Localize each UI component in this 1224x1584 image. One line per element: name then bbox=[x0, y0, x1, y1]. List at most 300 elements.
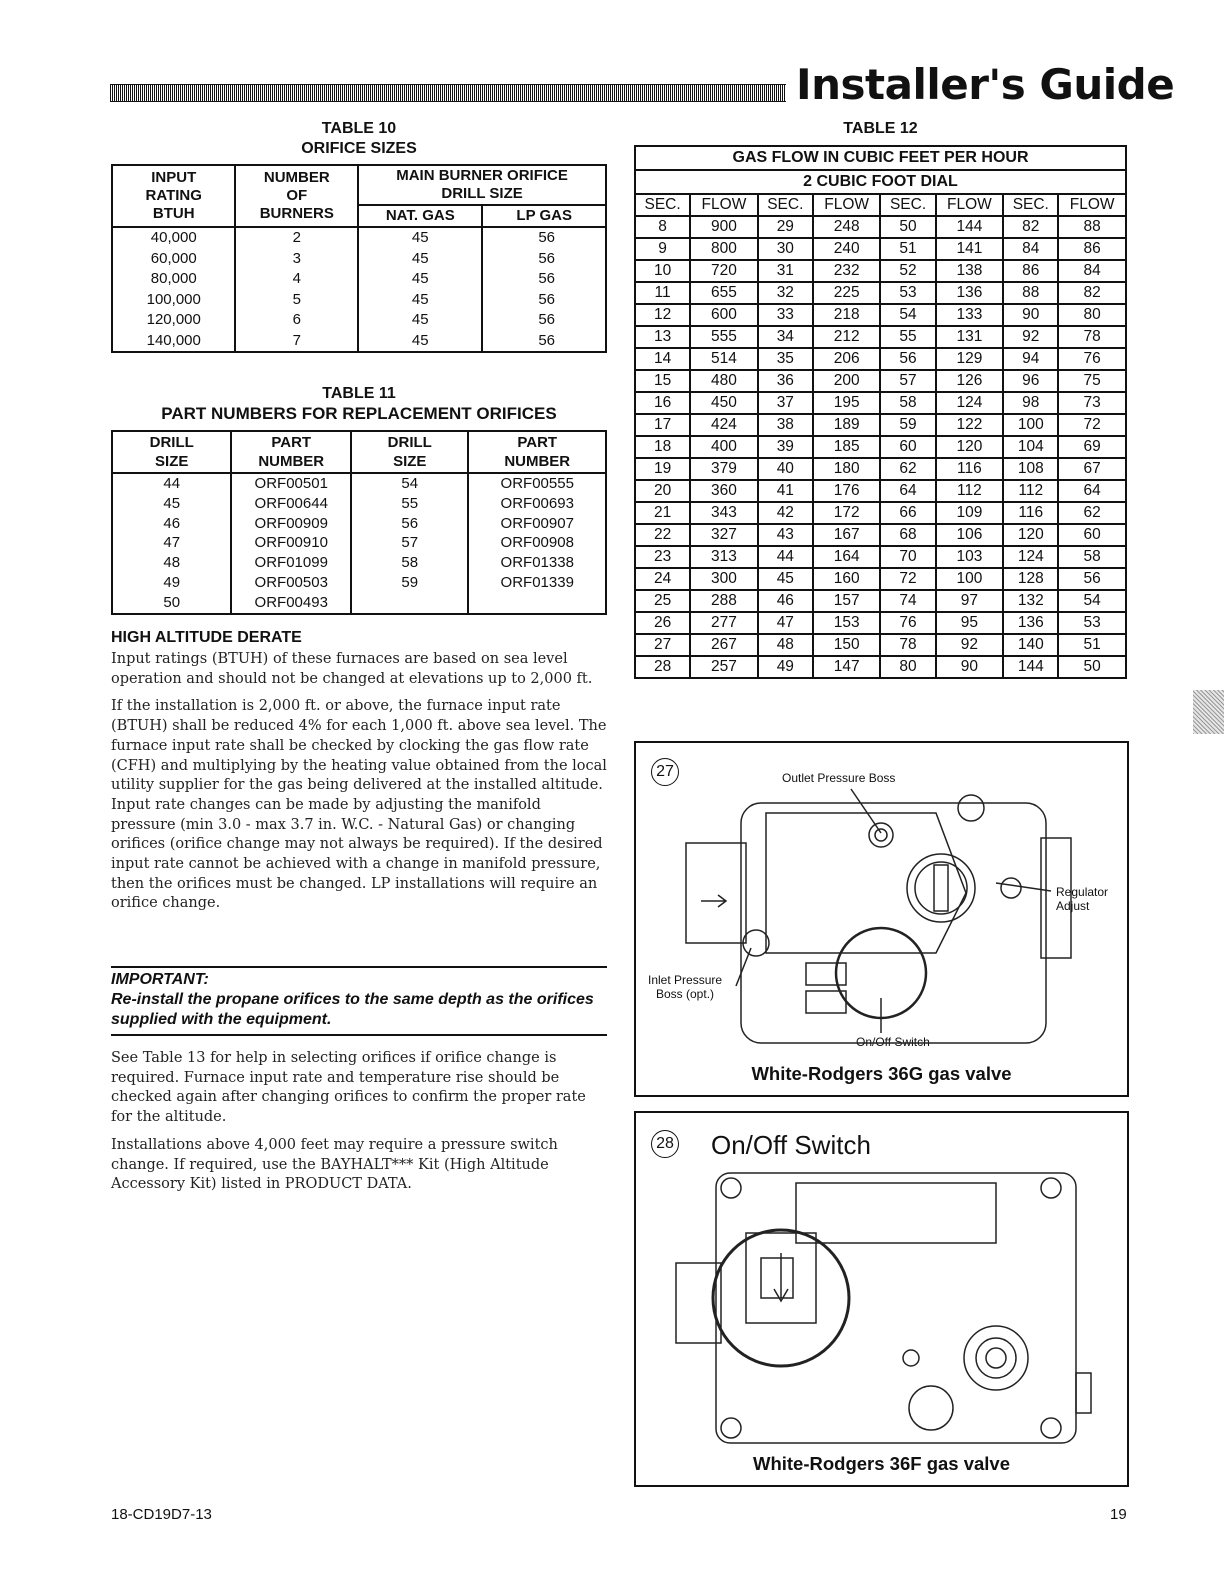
table-row bbox=[635, 612, 1126, 634]
table-cell: 90 bbox=[1003, 304, 1058, 326]
table-cell: 60 bbox=[880, 436, 935, 458]
table-cell: 45 bbox=[358, 249, 482, 270]
table-row bbox=[635, 282, 1126, 304]
table-row bbox=[112, 533, 606, 553]
table-row bbox=[635, 238, 1126, 260]
table-cell: ORF01339 bbox=[468, 573, 606, 593]
table-cell: 57 bbox=[351, 533, 468, 553]
table-cell: 360 bbox=[690, 480, 758, 502]
table-cell: 90 bbox=[936, 656, 1004, 678]
table-cell: 92 bbox=[1003, 326, 1058, 348]
table-cell: 44 bbox=[112, 473, 231, 494]
table-cell: 3 bbox=[235, 249, 358, 270]
table-cell: 60,000 bbox=[112, 249, 235, 270]
table-row bbox=[112, 227, 606, 249]
high-altitude-heading: HIGH ALTITUDE DERATE bbox=[111, 629, 302, 646]
table-cell: 60 bbox=[1058, 524, 1126, 546]
table-cell: 82 bbox=[1058, 282, 1126, 304]
table-cell: 400 bbox=[690, 436, 758, 458]
table-cell: 8 bbox=[635, 216, 690, 238]
paragraph: See Table 13 for help in selecting orifices if orifice change is required. Furnace input rate and temperature rise should be checked again after changing orifices to confirm the proper rate for the altitude. bbox=[111, 1050, 586, 1126]
table-cell: 48 bbox=[112, 553, 231, 573]
paragraph: Input ratings (BTUH) of these furnaces are based on sea level operation and should not be changed at elevations up to 2,000 ft. bbox=[111, 651, 593, 687]
table-cell: 144 bbox=[936, 216, 1004, 238]
table-cell: 46 bbox=[112, 514, 231, 534]
th-part-number-1: PART NUMBER bbox=[231, 431, 351, 473]
th-sec: SEC. bbox=[635, 194, 690, 216]
important-text: Re-install the propane orifices to the same depth as the orifices supplied with the equipment. bbox=[111, 991, 594, 1028]
table-cell: 100 bbox=[936, 568, 1004, 590]
table-cell: ORF00555 bbox=[468, 473, 606, 494]
table-cell: 240 bbox=[813, 238, 881, 260]
table-cell: ORF01338 bbox=[468, 553, 606, 573]
table-cell: 27 bbox=[635, 634, 690, 656]
table-cell: 189 bbox=[813, 414, 881, 436]
table-cell: 84 bbox=[1058, 260, 1126, 282]
table-cell: 172 bbox=[813, 502, 881, 524]
table-cell: ORF00907 bbox=[468, 514, 606, 534]
table-cell: 5 bbox=[235, 290, 358, 311]
table-cell: 75 bbox=[1058, 370, 1126, 392]
table-cell: 98 bbox=[1003, 392, 1058, 414]
table-cell: 86 bbox=[1003, 260, 1058, 282]
th-flow: FLOW bbox=[813, 194, 881, 216]
table-cell: 4 bbox=[235, 269, 358, 290]
figure-number-27: 27 bbox=[651, 758, 679, 786]
table-cell: 12 bbox=[635, 304, 690, 326]
table-cell: 36 bbox=[758, 370, 813, 392]
table-cell: 53 bbox=[1058, 612, 1126, 634]
table-cell: 180 bbox=[813, 458, 881, 480]
table-cell: 80 bbox=[880, 656, 935, 678]
table-cell: 19 bbox=[635, 458, 690, 480]
table-cell: 96 bbox=[1003, 370, 1058, 392]
altitude-followup-text bbox=[111, 1049, 607, 1203]
table-cell: 56 bbox=[482, 249, 606, 270]
table-row bbox=[635, 656, 1126, 678]
important-label: IMPORTANT: bbox=[111, 971, 209, 988]
table-cell: 56 bbox=[482, 310, 606, 331]
table10-label: TABLE 10 bbox=[321, 120, 397, 137]
table-cell: 84 bbox=[1003, 238, 1058, 260]
table-cell: 57 bbox=[880, 370, 935, 392]
page-title: Installer's Guide bbox=[796, 60, 1175, 109]
table-cell: 124 bbox=[936, 392, 1004, 414]
table-cell: 92 bbox=[936, 634, 1004, 656]
table-cell: 45 bbox=[358, 331, 482, 353]
table-cell: 555 bbox=[690, 326, 758, 348]
table-cell: 73 bbox=[1058, 392, 1126, 414]
table-cell: 124 bbox=[1003, 546, 1058, 568]
table-cell: 55 bbox=[351, 494, 468, 514]
table-cell: 78 bbox=[1058, 326, 1126, 348]
table-cell: 225 bbox=[813, 282, 881, 304]
table-cell: 288 bbox=[690, 590, 758, 612]
table-cell: 218 bbox=[813, 304, 881, 326]
table-cell: 140,000 bbox=[112, 331, 235, 353]
table-cell: 40 bbox=[758, 458, 813, 480]
table-cell: 62 bbox=[1058, 502, 1126, 524]
table-cell: 424 bbox=[690, 414, 758, 436]
table-cell: 39 bbox=[758, 436, 813, 458]
table-cell: 206 bbox=[813, 348, 881, 370]
table-row bbox=[635, 502, 1126, 524]
table-cell: 195 bbox=[813, 392, 881, 414]
th-part-number-2: PART NUMBER bbox=[468, 431, 606, 473]
table-cell: 26 bbox=[635, 612, 690, 634]
table-cell: 106 bbox=[936, 524, 1004, 546]
table-row bbox=[112, 331, 606, 353]
table-cell: 327 bbox=[690, 524, 758, 546]
table-row bbox=[112, 310, 606, 331]
table-cell: 13 bbox=[635, 326, 690, 348]
table-row bbox=[112, 573, 606, 593]
table-cell: 58 bbox=[880, 392, 935, 414]
table-cell: 116 bbox=[1003, 502, 1058, 524]
table-cell: 185 bbox=[813, 436, 881, 458]
table-cell: 25 bbox=[635, 590, 690, 612]
table-cell: 108 bbox=[1003, 458, 1058, 480]
gas-flow-table bbox=[634, 145, 1127, 679]
table-cell: 18 bbox=[635, 436, 690, 458]
on-off-switch-label: On/Off Switch bbox=[856, 1035, 930, 1049]
figure-27 bbox=[634, 741, 1129, 1097]
table-cell: 313 bbox=[690, 546, 758, 568]
table-cell: 70 bbox=[880, 546, 935, 568]
table-cell: 45 bbox=[758, 568, 813, 590]
table-cell: 9 bbox=[635, 238, 690, 260]
table-cell: 128 bbox=[1003, 568, 1058, 590]
figure-number-28: 28 bbox=[651, 1130, 679, 1158]
table-row bbox=[635, 458, 1126, 480]
table-cell: 76 bbox=[1058, 348, 1126, 370]
table-cell: 62 bbox=[880, 458, 935, 480]
table-cell: 100 bbox=[1003, 414, 1058, 436]
table-cell: 23 bbox=[635, 546, 690, 568]
table-cell: 76 bbox=[880, 612, 935, 634]
table-cell: 655 bbox=[690, 282, 758, 304]
table-cell: 160 bbox=[813, 568, 881, 590]
table-cell: 74 bbox=[880, 590, 935, 612]
table-cell: 59 bbox=[351, 573, 468, 593]
table-cell: 133 bbox=[936, 304, 1004, 326]
table-cell: 54 bbox=[1058, 590, 1126, 612]
table-row bbox=[635, 370, 1126, 392]
table-cell: 15 bbox=[635, 370, 690, 392]
table-row bbox=[635, 634, 1126, 656]
table-cell: 147 bbox=[813, 656, 881, 678]
table-cell: 51 bbox=[880, 238, 935, 260]
paragraph: If the installation is 2,000 ft. or above, the furnace input rate (BTUH) shall be reduced 4% for each 1,000 ft. above sea level. The furnace input rate shall be checked by clocking the gas flow rate (CFH) and multiplying by the heating value obtained from the local utility supplier for the gas being delivered at the installed altitude. Input rate changes can be made by adjusting the manifold pressure (min 3.0 - max 3.7 in. W.C. - Natural Gas) or changing orifices (orifice change may not always be required). If the desired input rate cannot be achieved with a change in manifold pressure, then the orifices must be changed. LP installations will require an orifice change. bbox=[111, 698, 607, 912]
table-cell: 167 bbox=[813, 524, 881, 546]
replacement-orifices-table bbox=[111, 430, 607, 615]
gas-valve-36f-drawing bbox=[636, 1113, 1127, 1485]
table-cell: 120 bbox=[936, 436, 1004, 458]
figure-28-caption: White-Rodgers 36F gas valve bbox=[752, 1453, 1011, 1474]
table12-label: TABLE 12 bbox=[843, 120, 918, 137]
table-row bbox=[635, 414, 1126, 436]
table-cell: 82 bbox=[1003, 216, 1058, 238]
table-cell: 53 bbox=[880, 282, 935, 304]
table-row bbox=[635, 348, 1126, 370]
table-cell: 164 bbox=[813, 546, 881, 568]
orifice-sizes-table bbox=[111, 164, 607, 353]
table-cell: 72 bbox=[1058, 414, 1126, 436]
table-cell: 343 bbox=[690, 502, 758, 524]
table-row bbox=[635, 392, 1126, 414]
table-row bbox=[635, 260, 1126, 282]
table-cell: ORF00503 bbox=[231, 573, 351, 593]
th-main-burner: MAIN BURNER ORIFICE DRILL SIZE bbox=[358, 165, 606, 205]
table-cell: 600 bbox=[690, 304, 758, 326]
table-cell: 141 bbox=[936, 238, 1004, 260]
table10-title: ORIFICE SIZES bbox=[301, 140, 417, 157]
page-number: 19 bbox=[1110, 1506, 1127, 1523]
table-cell: ORF01099 bbox=[231, 553, 351, 573]
table-cell: 109 bbox=[936, 502, 1004, 524]
table-cell: 88 bbox=[1003, 282, 1058, 304]
th-sec: SEC. bbox=[758, 194, 813, 216]
table-cell: 2 bbox=[235, 227, 358, 249]
table-cell: ORF00908 bbox=[468, 533, 606, 553]
table-cell: 122 bbox=[936, 414, 1004, 436]
figure-28-title: On/Off Switch bbox=[711, 1130, 871, 1160]
table-cell: 47 bbox=[112, 533, 231, 553]
table-cell: 59 bbox=[880, 414, 935, 436]
table-cell: 120 bbox=[1003, 524, 1058, 546]
table-cell: 103 bbox=[936, 546, 1004, 568]
table-cell: ORF00644 bbox=[231, 494, 351, 514]
table-row bbox=[635, 216, 1126, 238]
table-cell: 58 bbox=[1058, 546, 1126, 568]
table-cell: 47 bbox=[758, 612, 813, 634]
table-cell: 11 bbox=[635, 282, 690, 304]
table-cell: 257 bbox=[690, 656, 758, 678]
table-cell: 232 bbox=[813, 260, 881, 282]
table-cell: 66 bbox=[880, 502, 935, 524]
table-cell: 54 bbox=[351, 473, 468, 494]
table-cell: 56 bbox=[482, 290, 606, 311]
table-cell: ORF00493 bbox=[231, 593, 351, 614]
inlet-pressure-label: Inlet Pressure Boss (opt.) bbox=[648, 973, 723, 1001]
table-cell: 45 bbox=[358, 310, 482, 331]
table-row bbox=[112, 269, 606, 290]
table-cell: 72 bbox=[880, 568, 935, 590]
table-cell: 6 bbox=[235, 310, 358, 331]
table-cell: 80,000 bbox=[112, 269, 235, 290]
table-cell: 112 bbox=[1003, 480, 1058, 502]
table-row bbox=[635, 436, 1126, 458]
table-row bbox=[635, 568, 1126, 590]
table-cell: 7 bbox=[235, 331, 358, 353]
table-cell: 88 bbox=[1058, 216, 1126, 238]
table-cell: 45 bbox=[112, 494, 231, 514]
table-cell: 38 bbox=[758, 414, 813, 436]
table-cell: 200 bbox=[813, 370, 881, 392]
table-cell: 56 bbox=[482, 227, 606, 249]
table-cell: 44 bbox=[758, 546, 813, 568]
table-cell: 131 bbox=[936, 326, 1004, 348]
table-cell: 136 bbox=[936, 282, 1004, 304]
table-cell: 100,000 bbox=[112, 290, 235, 311]
table-cell: ORF00501 bbox=[231, 473, 351, 494]
table-cell: 379 bbox=[690, 458, 758, 480]
table-cell: 176 bbox=[813, 480, 881, 502]
table-cell: 129 bbox=[936, 348, 1004, 370]
table-cell: 267 bbox=[690, 634, 758, 656]
paragraph: Installations above 4,000 feet may require a pressure switch change. If required, use the BAYHALT*** Kit (High Altitude Accessory Kit) listed in PRODUCT DATA. bbox=[111, 1136, 558, 1193]
table-cell: 56 bbox=[351, 514, 468, 534]
th-flow: FLOW bbox=[936, 194, 1004, 216]
table-cell: 49 bbox=[758, 656, 813, 678]
table-row bbox=[112, 593, 606, 614]
table-cell: 248 bbox=[813, 216, 881, 238]
table-cell: 514 bbox=[690, 348, 758, 370]
table-row bbox=[112, 290, 606, 311]
important-note bbox=[111, 966, 607, 1036]
table-cell: 138 bbox=[936, 260, 1004, 282]
table-cell: 49 bbox=[112, 573, 231, 593]
table-cell: 97 bbox=[936, 590, 1004, 612]
table-cell: 300 bbox=[690, 568, 758, 590]
table-cell: 450 bbox=[690, 392, 758, 414]
table-cell: 69 bbox=[1058, 436, 1126, 458]
table-cell: 50 bbox=[112, 593, 231, 614]
table-cell: 157 bbox=[813, 590, 881, 612]
table-cell: 56 bbox=[1058, 568, 1126, 590]
table-cell: 46 bbox=[758, 590, 813, 612]
table-cell: 136 bbox=[1003, 612, 1058, 634]
th-drill-size-2: DRILL SIZE bbox=[351, 431, 468, 473]
table-cell: 78 bbox=[880, 634, 935, 656]
table12-title: GAS FLOW IN CUBIC FEET PER HOUR bbox=[635, 146, 1126, 170]
table-cell: 50 bbox=[1058, 656, 1126, 678]
table-cell: 120,000 bbox=[112, 310, 235, 331]
table-cell: 54 bbox=[880, 304, 935, 326]
table-cell: 126 bbox=[936, 370, 1004, 392]
table-row bbox=[635, 590, 1126, 612]
table-cell: 116 bbox=[936, 458, 1004, 480]
table12-subtitle: 2 CUBIC FOOT DIAL bbox=[635, 170, 1126, 194]
table-cell: 51 bbox=[1058, 634, 1126, 656]
table-cell: 480 bbox=[690, 370, 758, 392]
table-cell: 45 bbox=[358, 227, 482, 249]
table10-caption bbox=[111, 119, 607, 159]
table-cell: 132 bbox=[1003, 590, 1058, 612]
outlet-pressure-label: Outlet Pressure Boss bbox=[782, 771, 896, 785]
table-cell: 67 bbox=[1058, 458, 1126, 480]
document-number: 18-CD19D7-13 bbox=[111, 1506, 212, 1523]
table-cell: 32 bbox=[758, 282, 813, 304]
table-cell: ORF00693 bbox=[468, 494, 606, 514]
table11-caption bbox=[111, 384, 607, 424]
table-row bbox=[635, 524, 1126, 546]
table-cell: 17 bbox=[635, 414, 690, 436]
table-cell: 33 bbox=[758, 304, 813, 326]
table-cell: 140 bbox=[1003, 634, 1058, 656]
table-cell: 277 bbox=[690, 612, 758, 634]
table-row bbox=[112, 473, 606, 494]
table-cell: 31 bbox=[758, 260, 813, 282]
table-cell: 80 bbox=[1058, 304, 1126, 326]
table-row bbox=[112, 249, 606, 270]
table-row bbox=[635, 326, 1126, 348]
table-cell: 58 bbox=[351, 553, 468, 573]
table-cell: 29 bbox=[758, 216, 813, 238]
figure-28 bbox=[634, 1111, 1129, 1487]
table-cell: 94 bbox=[1003, 348, 1058, 370]
table-cell: 30 bbox=[758, 238, 813, 260]
table-cell: 20 bbox=[635, 480, 690, 502]
table-cell: 45 bbox=[358, 290, 482, 311]
table-cell: 64 bbox=[880, 480, 935, 502]
table-cell: 40,000 bbox=[112, 227, 235, 249]
table-row bbox=[112, 553, 606, 573]
th-lp-gas: LP GAS bbox=[482, 205, 606, 227]
table-cell: 50 bbox=[880, 216, 935, 238]
th-sec: SEC. bbox=[880, 194, 935, 216]
table-cell: 56 bbox=[880, 348, 935, 370]
table-cell: 24 bbox=[635, 568, 690, 590]
table-cell bbox=[468, 593, 606, 614]
table-cell: 56 bbox=[482, 331, 606, 353]
figure-27-caption: White-Rodgers 36G gas valve bbox=[751, 1063, 1012, 1084]
table-cell: 800 bbox=[690, 238, 758, 260]
th-drill-size-1: DRILL SIZE bbox=[112, 431, 231, 473]
header-rule bbox=[110, 84, 786, 102]
table-cell: 55 bbox=[880, 326, 935, 348]
table-cell: 43 bbox=[758, 524, 813, 546]
table-cell: 41 bbox=[758, 480, 813, 502]
table-cell: 22 bbox=[635, 524, 690, 546]
th-nat-gas: NAT. GAS bbox=[358, 205, 482, 227]
table-cell: 86 bbox=[1058, 238, 1126, 260]
side-tab-marker bbox=[1193, 690, 1224, 734]
table-cell: 34 bbox=[758, 326, 813, 348]
th-flow: FLOW bbox=[1058, 194, 1126, 216]
table-cell: 16 bbox=[635, 392, 690, 414]
table-row bbox=[635, 546, 1126, 568]
table-cell: 10 bbox=[635, 260, 690, 282]
table-cell: 45 bbox=[358, 269, 482, 290]
table-cell: 112 bbox=[936, 480, 1004, 502]
table-cell: ORF00909 bbox=[231, 514, 351, 534]
table-cell: 52 bbox=[880, 260, 935, 282]
table-cell: 212 bbox=[813, 326, 881, 348]
table-cell: 35 bbox=[758, 348, 813, 370]
table-row bbox=[112, 494, 606, 514]
table-row bbox=[635, 304, 1126, 326]
table-cell: 68 bbox=[880, 524, 935, 546]
th-number-burners: NUMBER OF BURNERS bbox=[235, 165, 358, 227]
table11-label: TABLE 11 bbox=[322, 385, 396, 402]
table-cell: 48 bbox=[758, 634, 813, 656]
table11-title: PART NUMBERS FOR REPLACEMENT ORIFICES bbox=[161, 404, 557, 423]
table-row bbox=[635, 480, 1126, 502]
th-sec: SEC. bbox=[1003, 194, 1058, 216]
table-cell: 28 bbox=[635, 656, 690, 678]
high-altitude-text bbox=[111, 650, 607, 922]
table-cell: 144 bbox=[1003, 656, 1058, 678]
table-cell: 21 bbox=[635, 502, 690, 524]
table-cell: 14 bbox=[635, 348, 690, 370]
table-cell: 153 bbox=[813, 612, 881, 634]
th-flow: FLOW bbox=[690, 194, 758, 216]
th-input-rating: INPUT RATING BTUH bbox=[112, 165, 235, 227]
table-cell: 95 bbox=[936, 612, 1004, 634]
table-cell: 900 bbox=[690, 216, 758, 238]
table-row bbox=[112, 514, 606, 534]
